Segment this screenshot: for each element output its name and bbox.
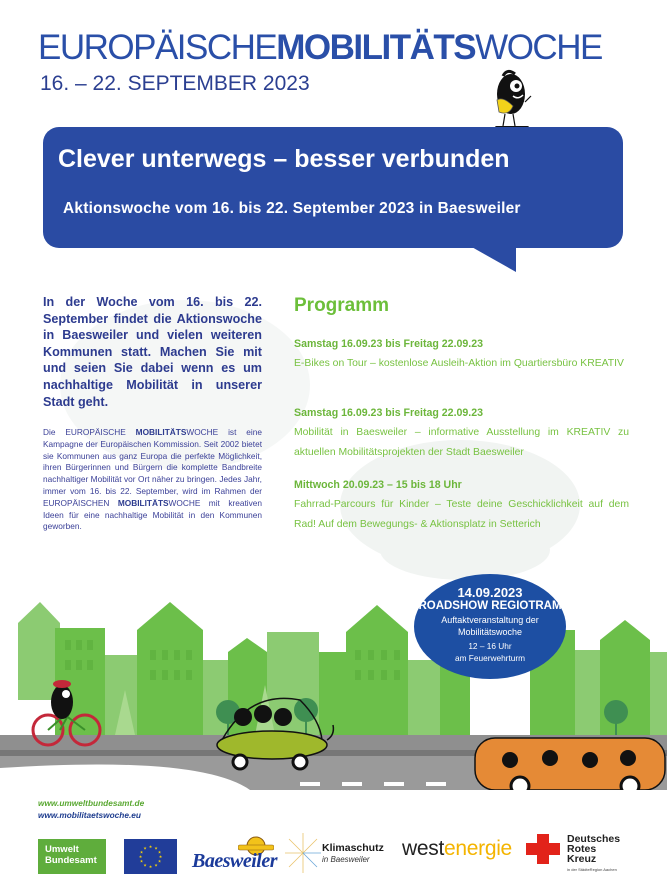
westenergie-wordmark-energie: energie [443, 837, 512, 860]
uba-logo-line: Umwelt [45, 844, 79, 855]
baesweiler-wordmark: Baesweiler [192, 850, 277, 872]
event-description: Fahrrad-Parcours für Kinder – Teste deine Geschicklichkeit auf dem Rad! Auf dem Bewegungs- & Aktionsplatz in Setterich [294, 499, 629, 530]
roadshow-badge [414, 574, 566, 679]
svg-text:★: ★ [154, 845, 158, 851]
drk-logo [526, 834, 656, 876]
drk-subline: in der StädteRegion Aachen [567, 867, 617, 872]
title-part-woche: WOCHE [475, 28, 602, 67]
klimaschutz-title: Klimaschutz [322, 842, 384, 854]
svg-text:★: ★ [157, 849, 162, 855]
drk-line: Deutsches [567, 833, 621, 845]
umweltbundesamt-logo [38, 839, 106, 874]
klimaschutz-subtitle: in Baesweiler [322, 855, 370, 864]
roadshow-name: ROADSHOW REGIOTRAM [418, 600, 562, 612]
svg-text:★: ★ [148, 844, 153, 849]
program-event [294, 478, 629, 535]
drk-wordmark [567, 834, 620, 864]
link-mobilitaetswoche[interactable]: www.mobilitaetswoche.eu [38, 810, 141, 820]
event-date: Samstag 16.09.23 bis Freitag 22.09.23 [294, 338, 484, 350]
website-links [38, 797, 144, 821]
about-text-bold: MOBILITÄTS [135, 427, 187, 437]
event-description: Mobilität in Baesweiler – informative Ausstellung im KREATIV zu aktuellen Mobilitätsprojekten der Stadt Baesweiler [294, 427, 629, 458]
program-heading: Programm [294, 295, 390, 316]
campaign-dates: 16. – 22. SEPTEMBER 2023 [40, 72, 310, 95]
program-event [294, 406, 629, 463]
drk-line: Rotes [567, 843, 597, 855]
buildings [18, 602, 667, 740]
svg-text:★: ★ [143, 845, 147, 851]
red-cross-icon [526, 834, 560, 864]
title-part-europaeische: EUROPÄISCHE [38, 28, 277, 67]
roadshow-line: Auftaktveranstaltung der [441, 615, 539, 625]
roadshow-time: 12 – 16 Uhr [468, 641, 512, 651]
motto-subtitle: Aktionswoche vom 16. bis 22. September 2023 in Baesweiler [63, 200, 521, 217]
baesweiler-logo [192, 836, 282, 876]
program-event [294, 337, 629, 374]
title-part-mobilitaets: MOBILITÄTS [276, 28, 476, 67]
eu-flag-logo [124, 839, 177, 874]
svg-text:★: ★ [139, 849, 144, 855]
city-street-illustration [0, 590, 667, 790]
link-umweltbundesamt[interactable]: www.umweltbundesamt.de [38, 798, 145, 808]
motto-title: Clever unterwegs – besser verbunden [58, 145, 510, 173]
westenergie-logo [402, 837, 512, 861]
roadshow-location: am Feuerwehrturm [454, 653, 526, 663]
event-date: Mittwoch 20.09.23 – 15 bis 18 Uhr [294, 479, 462, 491]
about-text [43, 427, 262, 533]
campaign-title [38, 30, 602, 65]
svg-text:★: ★ [143, 862, 147, 868]
klimaschutz-logo [283, 829, 403, 877]
drk-line: Kreuz [567, 853, 597, 865]
bus [475, 738, 665, 790]
mascot-skateboard-icon [483, 66, 543, 136]
about-text-part: WOCHE ist eine Kampagne der Europäischen Kommission. Seit 2002 bietet sie Kommunen aus ganz Europa die perfekte Möglichkeit, ihren Bürgerinnen und Bürgern die komplette Bandbreite nachhaltiger Mobilität vor Ort näher zu bringen. Jedes Jahr, immer vom 16. bis 22. September, wird im Rahmen der EUROPÄISCHEN [43, 427, 262, 508]
roadshow-date: 14.09.2023 [457, 585, 523, 600]
sunburst-icon [283, 831, 323, 875]
event-description: E-Bikes on Tour – kostenlose Ausleih-Aktion im Quartiersbüro KREATIV [294, 358, 624, 369]
svg-text:★: ★ [139, 858, 144, 864]
westenergie-wordmark-west: west [402, 837, 444, 860]
svg-text:★: ★ [157, 858, 162, 864]
roadshow-line: Mobilitätswoche [457, 627, 523, 637]
bubble-tail [470, 246, 520, 276]
about-text-bold: MOBILITÄTS [117, 497, 169, 508]
about-text-part: WOCHE mit kreativen Ideen für eine nachhaltige Mobilität in den Kommunen geworben. [43, 497, 262, 532]
about-text-part: Die EUROPÄISCHE [43, 427, 136, 437]
svg-text:★: ★ [158, 854, 163, 859]
uba-logo-line: Bundesamt [45, 855, 97, 866]
svg-text:★: ★ [148, 864, 153, 869]
svg-text:★: ★ [154, 862, 158, 868]
event-date: Samstag 16.09.23 bis Freitag 22.09.23 [294, 407, 484, 419]
svg-text:★: ★ [138, 854, 143, 859]
intro-text: In der Woche vom 16. bis 22. September findet die Aktionswoche in Baesweiler und vielen weiteren Kommunen statt. Machen Sie mit und seien Sie dabei wenn es um nachhaltige Mobilität in unserer Stadt geht. [43, 295, 262, 409]
